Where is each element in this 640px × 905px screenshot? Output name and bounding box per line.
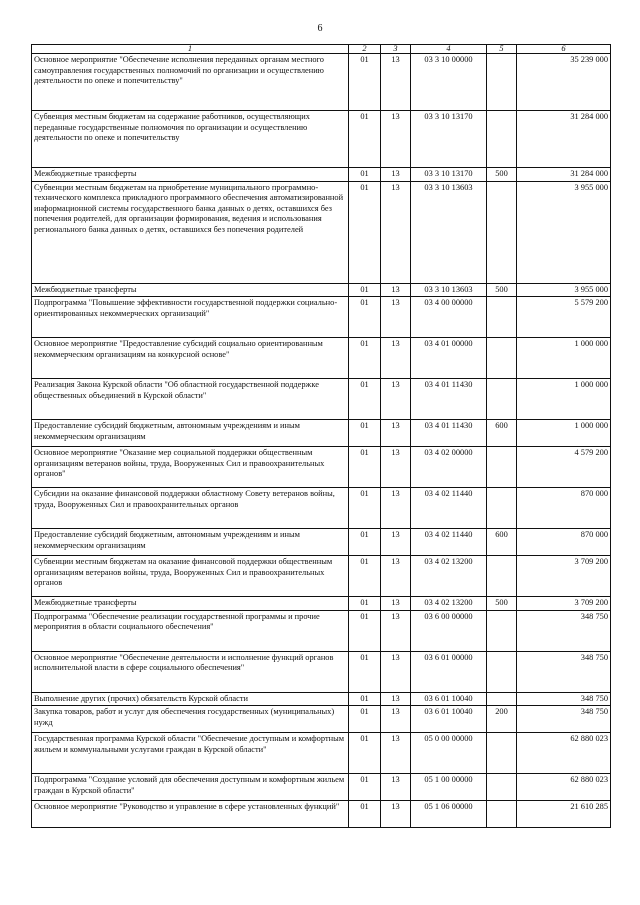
row-sum-cell: 62 880 023 [517, 733, 611, 774]
row-sum-cell: 3 955 000 [517, 283, 611, 297]
row-sum-cell: 3 709 200 [517, 597, 611, 611]
row-csr-cell: 03 3 10 13603 [411, 283, 487, 297]
row-name-cell: Предоставление субсидий бюджетным, автономным учреждениям и иным некоммерческим организациям [32, 529, 349, 556]
table-row [32, 774, 611, 801]
row-pr-cell: 13 [381, 610, 411, 651]
column-header: 6 [517, 45, 611, 54]
row-rz-cell: 01 [349, 651, 381, 692]
row-pr-cell: 13 [381, 706, 411, 733]
row-csr-cell: 03 4 01 11430 [411, 420, 487, 447]
row-csr-cell: 03 6 00 00000 [411, 610, 487, 651]
row-vr-cell [487, 297, 517, 338]
row-vr-cell: 500 [487, 597, 517, 611]
table-row [32, 379, 611, 420]
table-row [32, 447, 611, 488]
row-sum-cell: 35 239 000 [517, 54, 611, 111]
row-rz-cell: 01 [349, 488, 381, 529]
row-sum-cell: 5 579 200 [517, 297, 611, 338]
row-pr-cell: 13 [381, 529, 411, 556]
table-row [32, 556, 611, 597]
row-name-cell: Государственная программа Курской области "Обеспечение доступным и комфортным жильем и коммунальными услугами граждан в Курской области" [32, 733, 349, 774]
row-rz-cell: 01 [349, 420, 381, 447]
table-header-row [32, 45, 611, 54]
row-csr-cell: 03 3 10 13603 [411, 181, 487, 283]
row-vr-cell [487, 181, 517, 283]
row-csr-cell: 03 4 01 11430 [411, 379, 487, 420]
row-csr-cell: 03 4 00 00000 [411, 297, 487, 338]
table-row [32, 488, 611, 529]
row-vr-cell [487, 610, 517, 651]
row-pr-cell: 13 [381, 283, 411, 297]
row-pr-cell: 13 [381, 111, 411, 168]
row-sum-cell: 21 610 285 [517, 801, 611, 828]
row-pr-cell: 13 [381, 488, 411, 529]
row-vr-cell: 500 [487, 168, 517, 182]
row-sum-cell: 31 284 000 [517, 111, 611, 168]
row-name-cell: Субвенция местным бюджетам на содержание работников, осуществляющих переданные государственные полномочия по организации и осуществлению деятельности по опеке и попечительству [32, 111, 349, 168]
row-sum-cell: 348 750 [517, 706, 611, 733]
table-row [32, 692, 611, 706]
row-sum-cell: 870 000 [517, 488, 611, 529]
row-sum-cell: 348 750 [517, 610, 611, 651]
column-header: 3 [381, 45, 411, 54]
row-rz-cell: 01 [349, 610, 381, 651]
row-csr-cell: 03 6 01 10040 [411, 706, 487, 733]
row-vr-cell [487, 447, 517, 488]
row-csr-cell: 05 1 00 00000 [411, 774, 487, 801]
row-sum-cell: 1 000 000 [517, 379, 611, 420]
column-header: 4 [411, 45, 487, 54]
row-name-cell: Межбюджетные трансферты [32, 283, 349, 297]
row-csr-cell: 03 6 01 00000 [411, 651, 487, 692]
row-rz-cell: 01 [349, 733, 381, 774]
row-csr-cell: 03 3 10 13170 [411, 111, 487, 168]
row-pr-cell: 13 [381, 774, 411, 801]
table-row [32, 706, 611, 733]
row-sum-cell: 3 955 000 [517, 181, 611, 283]
row-csr-cell: 03 4 02 11440 [411, 529, 487, 556]
row-pr-cell: 13 [381, 54, 411, 111]
table-row [32, 651, 611, 692]
row-pr-cell: 13 [381, 447, 411, 488]
row-vr-cell [487, 488, 517, 529]
row-csr-cell: 05 1 06 00000 [411, 801, 487, 828]
row-rz-cell: 01 [349, 529, 381, 556]
row-csr-cell: 03 3 10 13170 [411, 168, 487, 182]
column-header: 5 [487, 45, 517, 54]
row-csr-cell: 03 6 01 10040 [411, 692, 487, 706]
row-name-cell: Основное мероприятие "Предоставление субсидий социально ориентированным некоммерческим организациям на конкурсной основе" [32, 338, 349, 379]
row-vr-cell: 500 [487, 283, 517, 297]
row-pr-cell: 13 [381, 651, 411, 692]
row-csr-cell: 03 4 01 00000 [411, 338, 487, 379]
row-sum-cell: 3 709 200 [517, 556, 611, 597]
row-rz-cell: 01 [349, 379, 381, 420]
row-pr-cell: 13 [381, 733, 411, 774]
row-name-cell: Межбюджетные трансферты [32, 168, 349, 182]
row-vr-cell [487, 733, 517, 774]
row-name-cell: Закупка товаров, работ и услуг для обеспечения государственных (муниципальных) нужд [32, 706, 349, 733]
table-row [32, 801, 611, 828]
row-vr-cell [487, 111, 517, 168]
row-sum-cell: 870 000 [517, 529, 611, 556]
row-sum-cell: 62 880 023 [517, 774, 611, 801]
row-rz-cell: 01 [349, 181, 381, 283]
row-pr-cell: 13 [381, 168, 411, 182]
table-row [32, 297, 611, 338]
row-rz-cell: 01 [349, 297, 381, 338]
row-rz-cell: 01 [349, 338, 381, 379]
row-rz-cell: 01 [349, 283, 381, 297]
row-name-cell: Выполнение других (прочих) обязательств Курской области [32, 692, 349, 706]
row-rz-cell: 01 [349, 692, 381, 706]
row-csr-cell: 03 4 02 13200 [411, 597, 487, 611]
row-name-cell: Субвенции местным бюджетам на приобретение муниципального программно-технического комплекса прикладного программного обеспечения автоматизированной информационной системы государственного банка данных о детях, оставшихся без попечения родителей, для организации формирования, ведения и использования регионального банка данных о детях, оставшихся без попечения родителей [32, 181, 349, 283]
row-vr-cell: 200 [487, 706, 517, 733]
row-pr-cell: 13 [381, 420, 411, 447]
table-row [32, 181, 611, 283]
table-row [32, 733, 611, 774]
row-name-cell: Подпрограмма "Создание условий для обеспечения доступным и комфортным жильем граждан в Курской области" [32, 774, 349, 801]
row-vr-cell [487, 801, 517, 828]
column-header: 1 [32, 45, 349, 54]
table-row [32, 529, 611, 556]
row-csr-cell: 03 4 02 13200 [411, 556, 487, 597]
row-csr-cell: 03 3 10 00000 [411, 54, 487, 111]
row-pr-cell: 13 [381, 297, 411, 338]
row-rz-cell: 01 [349, 111, 381, 168]
table-row [32, 420, 611, 447]
row-vr-cell [487, 692, 517, 706]
row-name-cell: Предоставление субсидий бюджетным, автономным учреждениям и иным некоммерческим организациям [32, 420, 349, 447]
column-header: 2 [349, 45, 381, 54]
row-vr-cell [487, 54, 517, 111]
row-csr-cell: 05 0 00 00000 [411, 733, 487, 774]
row-vr-cell [487, 651, 517, 692]
row-pr-cell: 13 [381, 379, 411, 420]
row-sum-cell: 348 750 [517, 692, 611, 706]
row-rz-cell: 01 [349, 447, 381, 488]
row-name-cell: Основное мероприятие "Руководство и управление в сфере установленных функций" [32, 801, 349, 828]
row-csr-cell: 03 4 02 11440 [411, 488, 487, 529]
row-pr-cell: 13 [381, 181, 411, 283]
row-sum-cell: 31 284 000 [517, 168, 611, 182]
row-vr-cell [487, 338, 517, 379]
row-pr-cell: 13 [381, 692, 411, 706]
table-row [32, 168, 611, 182]
budget-table [31, 44, 611, 828]
table-row [32, 610, 611, 651]
row-name-cell: Основное мероприятие "Обеспечение деятельности и исполнение функций органов исполнительной власти в сфере социального обеспечения" [32, 651, 349, 692]
row-vr-cell [487, 774, 517, 801]
row-rz-cell: 01 [349, 597, 381, 611]
table-row [32, 111, 611, 168]
row-sum-cell: 1 000 000 [517, 338, 611, 379]
row-csr-cell: 03 4 02 00000 [411, 447, 487, 488]
row-name-cell: Подпрограмма "Обеспечение реализации государственной программы и прочие мероприятия в области социального обеспечения" [32, 610, 349, 651]
row-vr-cell [487, 379, 517, 420]
row-vr-cell [487, 556, 517, 597]
row-pr-cell: 13 [381, 338, 411, 379]
row-sum-cell: 348 750 [517, 651, 611, 692]
table-row [32, 338, 611, 379]
table-row [32, 54, 611, 111]
row-pr-cell: 13 [381, 801, 411, 828]
row-rz-cell: 01 [349, 54, 381, 111]
row-rz-cell: 01 [349, 556, 381, 597]
row-name-cell: Основное мероприятие "Обеспечение исполнения переданных органам местного самоуправления государственных полномочий по организации и осуществлению деятельности по опеке и попечительству" [32, 54, 349, 111]
row-rz-cell: 01 [349, 706, 381, 733]
row-rz-cell: 01 [349, 774, 381, 801]
row-name-cell: Реализация Закона Курской области "Об областной государственной поддержке общественных объединений в Курской области" [32, 379, 349, 420]
row-name-cell: Основное мероприятие "Оказание мер социальной поддержки общественным организациям ветеранов войны, труда, Вооруженных Сил и правоохранительных органов" [32, 447, 349, 488]
row-rz-cell: 01 [349, 168, 381, 182]
row-name-cell: Субсидии на оказание финансовой поддержки областному Совету ветеранов войны, труда, Вооруженных Сил и правоохранительных органов [32, 488, 349, 529]
row-name-cell: Субвенции местным бюджетам на оказание финансовой поддержки общественным организациям ветеранов войны, труда, Вооруженных Сил и правоохранительных органов [32, 556, 349, 597]
row-sum-cell: 4 579 200 [517, 447, 611, 488]
row-vr-cell: 600 [487, 529, 517, 556]
table-row [32, 597, 611, 611]
row-vr-cell: 600 [487, 420, 517, 447]
table-row [32, 283, 611, 297]
page-number: 6 [317, 23, 323, 34]
row-rz-cell: 01 [349, 801, 381, 828]
row-sum-cell: 1 000 000 [517, 420, 611, 447]
row-pr-cell: 13 [381, 556, 411, 597]
row-name-cell: Подпрограмма "Повышение эффективности государственной поддержки социально-ориентированных некоммерческих организаций" [32, 297, 349, 338]
row-pr-cell: 13 [381, 597, 411, 611]
row-name-cell: Межбюджетные трансферты [32, 597, 349, 611]
